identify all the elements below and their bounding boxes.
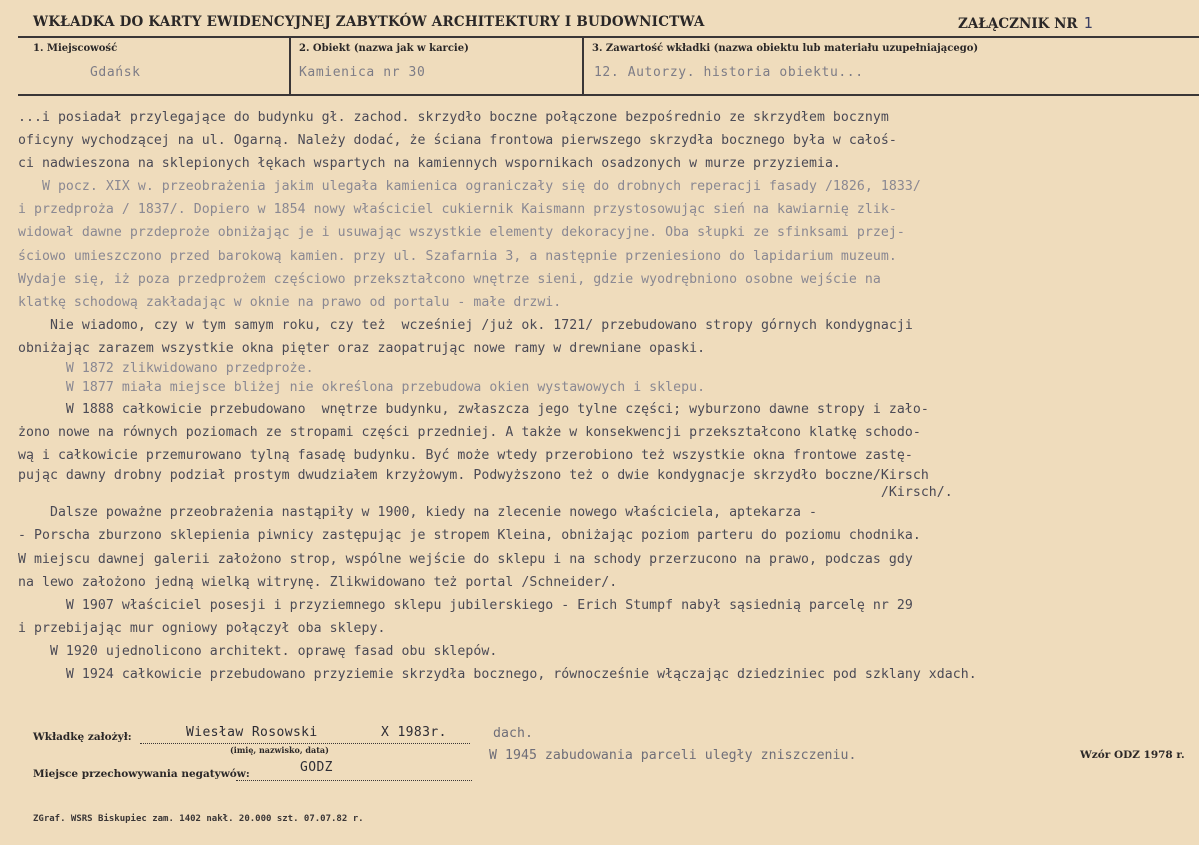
text-line: /Kirsch/.: [18, 485, 953, 501]
text-line: Nie wiadomo, czy w tym samym roku, czy też wcześniej /już ok. 1721/ przebudowano stropy górnych kondygnacji: [18, 317, 913, 333]
text-line: W miejscu dawnej galerii założono strop, wspólne wejście do sklepu i na schody przerzucono na prawo, podczas gdy: [18, 551, 913, 567]
text-line: i przedproża / 1837/. Dopiero w 1854 nowy właściciel cukiernik Kaismann przystosowując sień na kawiarnię zlik-: [18, 202, 897, 218]
typed-history-text: [18, 106, 1196, 686]
text-line: klatkę schodową zakładając w oknie na prawo od portalu - małe drzwi.: [18, 294, 562, 310]
text-line: W pocz. XIX w. przeobrażenia jakim ulegała kamienica ograniczały się do drobnych reperacji fasady /1826, 1833/: [18, 179, 921, 195]
text-line: ci nadwieszona na sklepionych łękach wspartych na kamiennych wspornikach osadzonych w murze przyziemia.: [18, 156, 841, 172]
text-line: na lewo założono jedną wielką witrynę. Zlikwidowano też portal /Schneider/.: [18, 574, 618, 590]
column-divider-1: [289, 36, 291, 94]
text-line: oficyny wychodzącej na ul. Ogarną. Należy dodać, że ściana frontowa pierwszego skrzydła bocznego była w całoś-: [18, 133, 897, 149]
text-line: i przebijając mur ogniowy połączył oba sklepy.: [18, 620, 386, 636]
text-line: W 1877 miała miejsce bliżej nie określona przebudowa okien wystawowych i sklepu.: [18, 380, 706, 396]
header-rule-top: [18, 36, 1199, 38]
field-value-object: Kamienica nr 30: [299, 65, 426, 80]
field-value-locality: Gdańsk: [90, 65, 141, 80]
annex-label-text: ZAŁĄCZNIK NR: [958, 16, 1078, 32]
text-line: W 1920 ujednolicono architekt. oprawę fasad obu sklepów.: [18, 643, 498, 659]
text-line: - Porscha zburzono sklepienia piwnicy zastępując je stropem Kleina, obniżając poziom parteru do poziomu chodnika.: [18, 528, 921, 544]
annex-number: 1: [1083, 14, 1093, 32]
negatives-location: GODZ: [300, 760, 333, 775]
author-name: Wiesław Rosowski: [186, 725, 318, 740]
author-dotted-line: [140, 743, 470, 744]
form-version-label: Wzór ODZ 1978 r.: [1080, 749, 1185, 761]
field-label-contents: 3. Zawartość wkładki (nazwa obiektu lub materiału uzupełniającego): [592, 43, 979, 54]
text-line: W 1888 całkowicie przebudowano wnętrze budynku, zwłaszcza jego tylne części; wyburzono dawne stropy i zało-: [18, 402, 929, 418]
annex-label: [958, 14, 1093, 32]
author-date: X 1983r.: [381, 725, 447, 740]
card-title: WKŁADKA DO KARTY EWIDENCYJNEJ ZABYTKÓW ARCHITEKTURY I BUDOWNICTWA: [33, 14, 705, 30]
text-line: widował dawne przdeproże obniżając je i usuwając wszystkie elementy dekoracyjne. Oba słupki ze sfinksami przej-: [18, 225, 905, 241]
negatives-dotted-line: [236, 780, 472, 781]
text-line: ściowo umieszczono przed barokową kamien. przy ul. Szafarnia 3, a następnie przeniesiono do lapidarium muzeum.: [18, 248, 897, 264]
text-line: obniżając zarazem wszystkie okna pięter oraz zaopatrując nowe ramy w drewniane opaski.: [18, 340, 706, 356]
author-label: Wkładkę założył:: [33, 731, 132, 743]
column-divider-2: [582, 36, 584, 94]
field-value-contents: 12. Autorzy. historia obiektu...: [594, 65, 864, 80]
text-line: żono nowe na równych poziomach ze stropami części przedniej. A także w konsekwencji przekształcono klatkę schodo-: [18, 425, 921, 441]
header-rule-bottom: [18, 94, 1199, 96]
field-label-object: 2. Obiekt (nazwa jak w karcie): [299, 43, 469, 54]
text-line: Dalsze poważne przeobrażenia nastąpiły w 1900, kiedy na zlecenie nowego właściciela, aptekarza -: [18, 505, 817, 521]
negatives-label: Miejsce przechowywania negatywów:: [33, 768, 250, 780]
author-caption: (imię, nazwisko, data): [230, 745, 329, 755]
text-line: pując dawny drobny podział prostym dwudziałem krzyżowym. Podwyższono też o dwie kondygnacje skrzydło boczne/Kirsch: [18, 468, 929, 484]
text-line: W 1872 zlikwidowano przedproże.: [18, 361, 314, 377]
text-line-continued: W 1945 zabudowania parceli uległy zniszczeniu.: [489, 748, 857, 763]
text-line: Wydaje się, iż poza przedprożem częściowo przekształcono wnętrze sieni, gdzie wyodrębniono osobne wejście na: [18, 271, 881, 287]
printer-imprint: ZGraf. WSRS Biskupiec zam. 1402 nakł. 20.000 szt. 07.07.82 r.: [33, 814, 364, 824]
text-line: W 1924 całkowicie przebudowano przyziemie skrzydła bocznego, równocześnie włączając dziedziniec pod szklany xdach.: [18, 666, 977, 682]
text-line-continued: dach.: [493, 726, 533, 741]
text-line: ...i posiadał przylegające do budynku gł. zachod. skrzydło boczne połączone bezpośrednio ze skrzydłem bocznym: [18, 110, 889, 125]
text-line: wą i całkowicie przemurowano tylną fasadę budynku. Być może wtedy przerobiono też wszystkie okna frontowe zastę-: [18, 448, 913, 464]
field-label-locality: 1. Miejscowość: [33, 43, 118, 54]
text-line: W 1907 właściciel posesji i przyziemnego sklepu jubilerskiego - Erich Stumpf nabył sąsiednią parcelę nr 29: [18, 597, 913, 613]
